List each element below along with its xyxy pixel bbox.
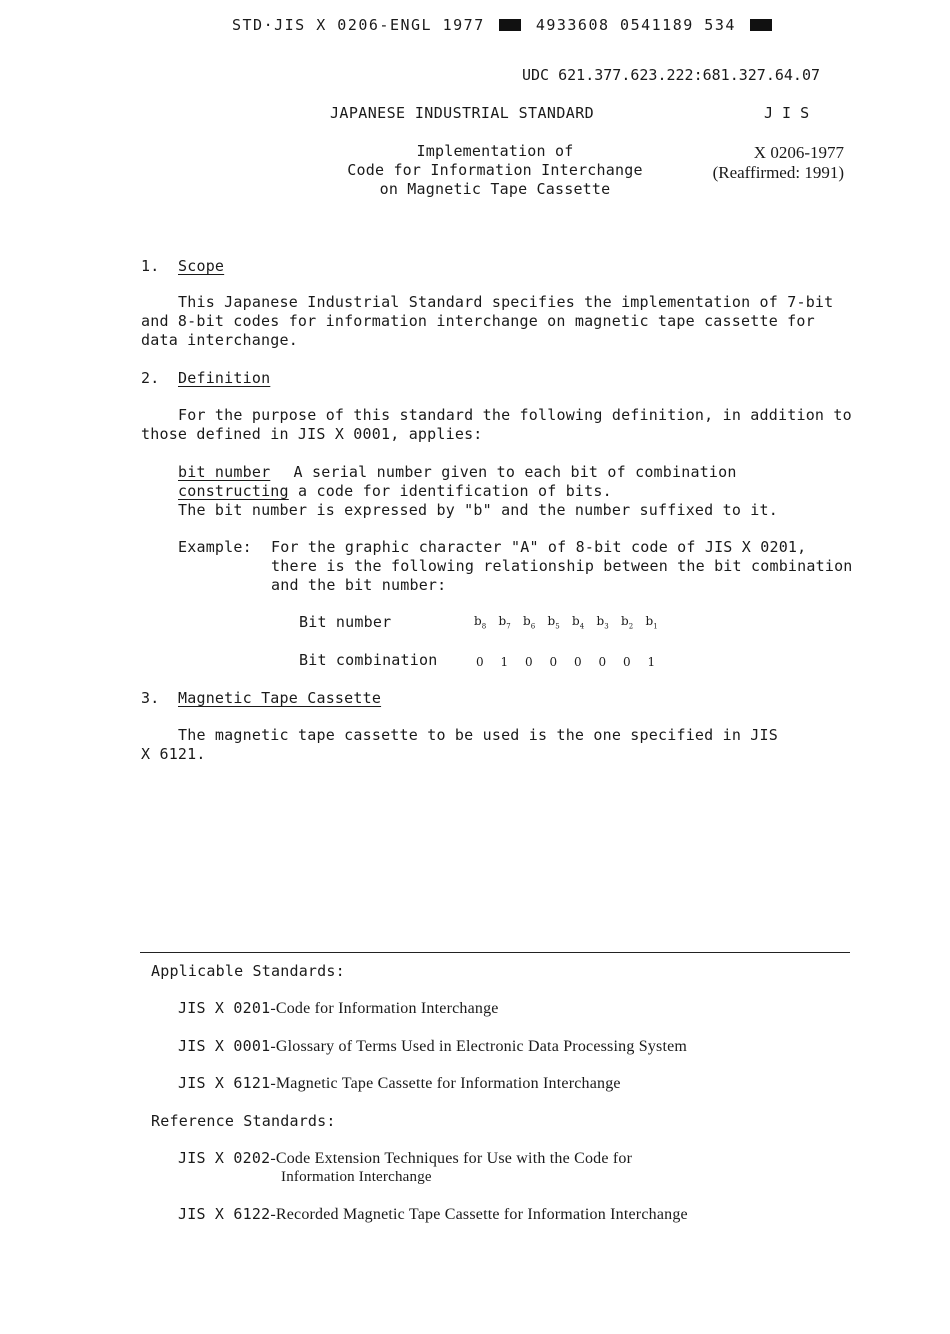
standard-title: -Magnetic Tape Cassette for Information Interchange — [270, 1075, 621, 1092]
section-number: 2. — [141, 369, 160, 387]
reference-standard-item — [178, 1149, 632, 1187]
standard-number-block — [686, 143, 844, 183]
bit-value-cell: 0 — [623, 655, 631, 669]
term-line-three: The bit number is expressed by "b" and the number suffixed to it. — [178, 501, 778, 519]
standard-title: -Code Extension Techniques for Use with the Code for — [270, 1150, 633, 1167]
paragraph-line: those defined in JIS X 0001, applies: — [141, 425, 483, 443]
bit-value-cell: 0 — [525, 655, 533, 669]
scan-header-mid: 4933608 0541189 534 — [535, 16, 736, 34]
reaffirmed-note: (Reaffirmed: 1991) — [712, 163, 844, 182]
paragraph-line: X 6121. — [141, 745, 206, 763]
scan-header — [232, 16, 776, 34]
standard-code: JIS X 0202 — [178, 1149, 271, 1167]
bit-combination-row — [476, 655, 672, 669]
term-text: A serial number given to each bit of combination — [293, 463, 737, 481]
bit-number-cell: $b_5$ — [547, 614, 560, 631]
section-title: Magnetic Tape Cassette — [178, 689, 382, 707]
paragraph-line: data interchange. — [141, 331, 298, 349]
bit-number-cell: $b_7$ — [498, 614, 511, 631]
title-line: Implementation of — [416, 142, 574, 160]
scope-paragraph — [141, 293, 833, 350]
standard-title-continuation: Information Interchange — [281, 1169, 432, 1185]
section-definition-heading — [141, 369, 271, 388]
standard-number: X 0206-1977 — [753, 143, 844, 162]
term-continuation: constructing — [178, 482, 289, 500]
applicable-standard-item — [178, 1074, 621, 1093]
bit-value-cell: 1 — [647, 655, 656, 669]
applicable-standards-label: Applicable Standards: — [151, 962, 345, 980]
applicable-standard-item — [178, 999, 499, 1018]
bit-number-cell: $b_6$ — [523, 614, 536, 631]
standard-title: -Glossary of Terms Used in Electronic Data Processing System — [270, 1038, 688, 1055]
paragraph-line: and 8-bit codes for information interchange on magnetic tape cassette for — [141, 312, 815, 330]
section-title: Scope — [178, 257, 225, 275]
standard-code: JIS X 6121 — [178, 1074, 271, 1092]
example-line: For the graphic character "A" of 8-bit code of JIS X 0201, — [271, 538, 807, 556]
bit-value-cell: 1 — [500, 655, 509, 669]
example-text — [271, 538, 853, 595]
redaction-block — [750, 19, 772, 31]
document-title — [342, 142, 648, 199]
scan-header-left: STD·JIS X 0206-ENGL 1977 — [232, 16, 485, 34]
reference-standards-label: Reference Standards: — [151, 1112, 336, 1130]
bit-number-cell: $b_8$ — [474, 614, 487, 631]
jis-mark: J I S — [764, 104, 810, 122]
standard-type: JAPANESE INDUSTRIAL STANDARD — [330, 104, 595, 122]
definition-term-block — [178, 463, 778, 520]
term-line-two: a code for identification of bits. — [288, 482, 612, 500]
bit-value-cell: 0 — [549, 655, 558, 669]
bit-value-cell: 0 — [476, 655, 484, 669]
section-scope-heading — [141, 257, 225, 276]
bit-number-cell: $b_2$ — [621, 614, 634, 631]
defined-term: bit number — [178, 463, 271, 481]
section-number: 1. — [141, 257, 160, 275]
bit-number-cell: $b_3$ — [596, 614, 609, 631]
example-label: Example: — [178, 538, 252, 556]
standard-code: JIS X 0201 — [178, 999, 271, 1017]
section-cassette-heading — [141, 689, 382, 708]
standard-title: -Code for Information Interchange — [270, 1000, 499, 1017]
applicable-standard-item — [178, 1037, 687, 1056]
footer-divider — [140, 952, 850, 953]
bit-combination-label: Bit combination — [299, 651, 438, 669]
paragraph-line: The magnetic tape cassette to be used is the one specified in JIS — [178, 726, 778, 744]
bit-value-cell: 0 — [574, 655, 582, 669]
standard-code: JIS X 0001 — [178, 1037, 271, 1055]
redaction-block — [499, 19, 521, 31]
example-line: and the bit number: — [271, 576, 447, 594]
section-title: Definition — [178, 369, 271, 387]
title-line: Code for Information Interchange — [347, 161, 643, 179]
bit-number-row — [474, 614, 670, 630]
section-number: 3. — [141, 689, 160, 707]
bit-number-cell: $b_1$ — [645, 614, 658, 631]
paragraph-line: For the purpose of this standard the following definition, in addition to — [178, 406, 852, 424]
standard-title: -Recorded Magnetic Tape Cassette for Information Interchange — [270, 1206, 688, 1223]
standard-code: JIS X 6122 — [178, 1205, 271, 1223]
title-line: on Magnetic Tape Cassette — [379, 180, 611, 198]
bit-number-cell: $b_4$ — [572, 614, 585, 631]
bit-number-label: Bit number — [299, 613, 392, 631]
paragraph-line: This Japanese Industrial Standard specifies the implementation of 7-bit — [178, 293, 834, 311]
definition-intro — [141, 406, 852, 444]
bit-value-cell: 0 — [598, 655, 607, 669]
udc-code: UDC 621.377.623.222:681.327.64.07 — [522, 66, 821, 84]
cassette-paragraph — [141, 726, 778, 764]
reference-standard-item — [178, 1205, 688, 1224]
example-line: there is the following relationship between the bit combination — [271, 557, 853, 575]
